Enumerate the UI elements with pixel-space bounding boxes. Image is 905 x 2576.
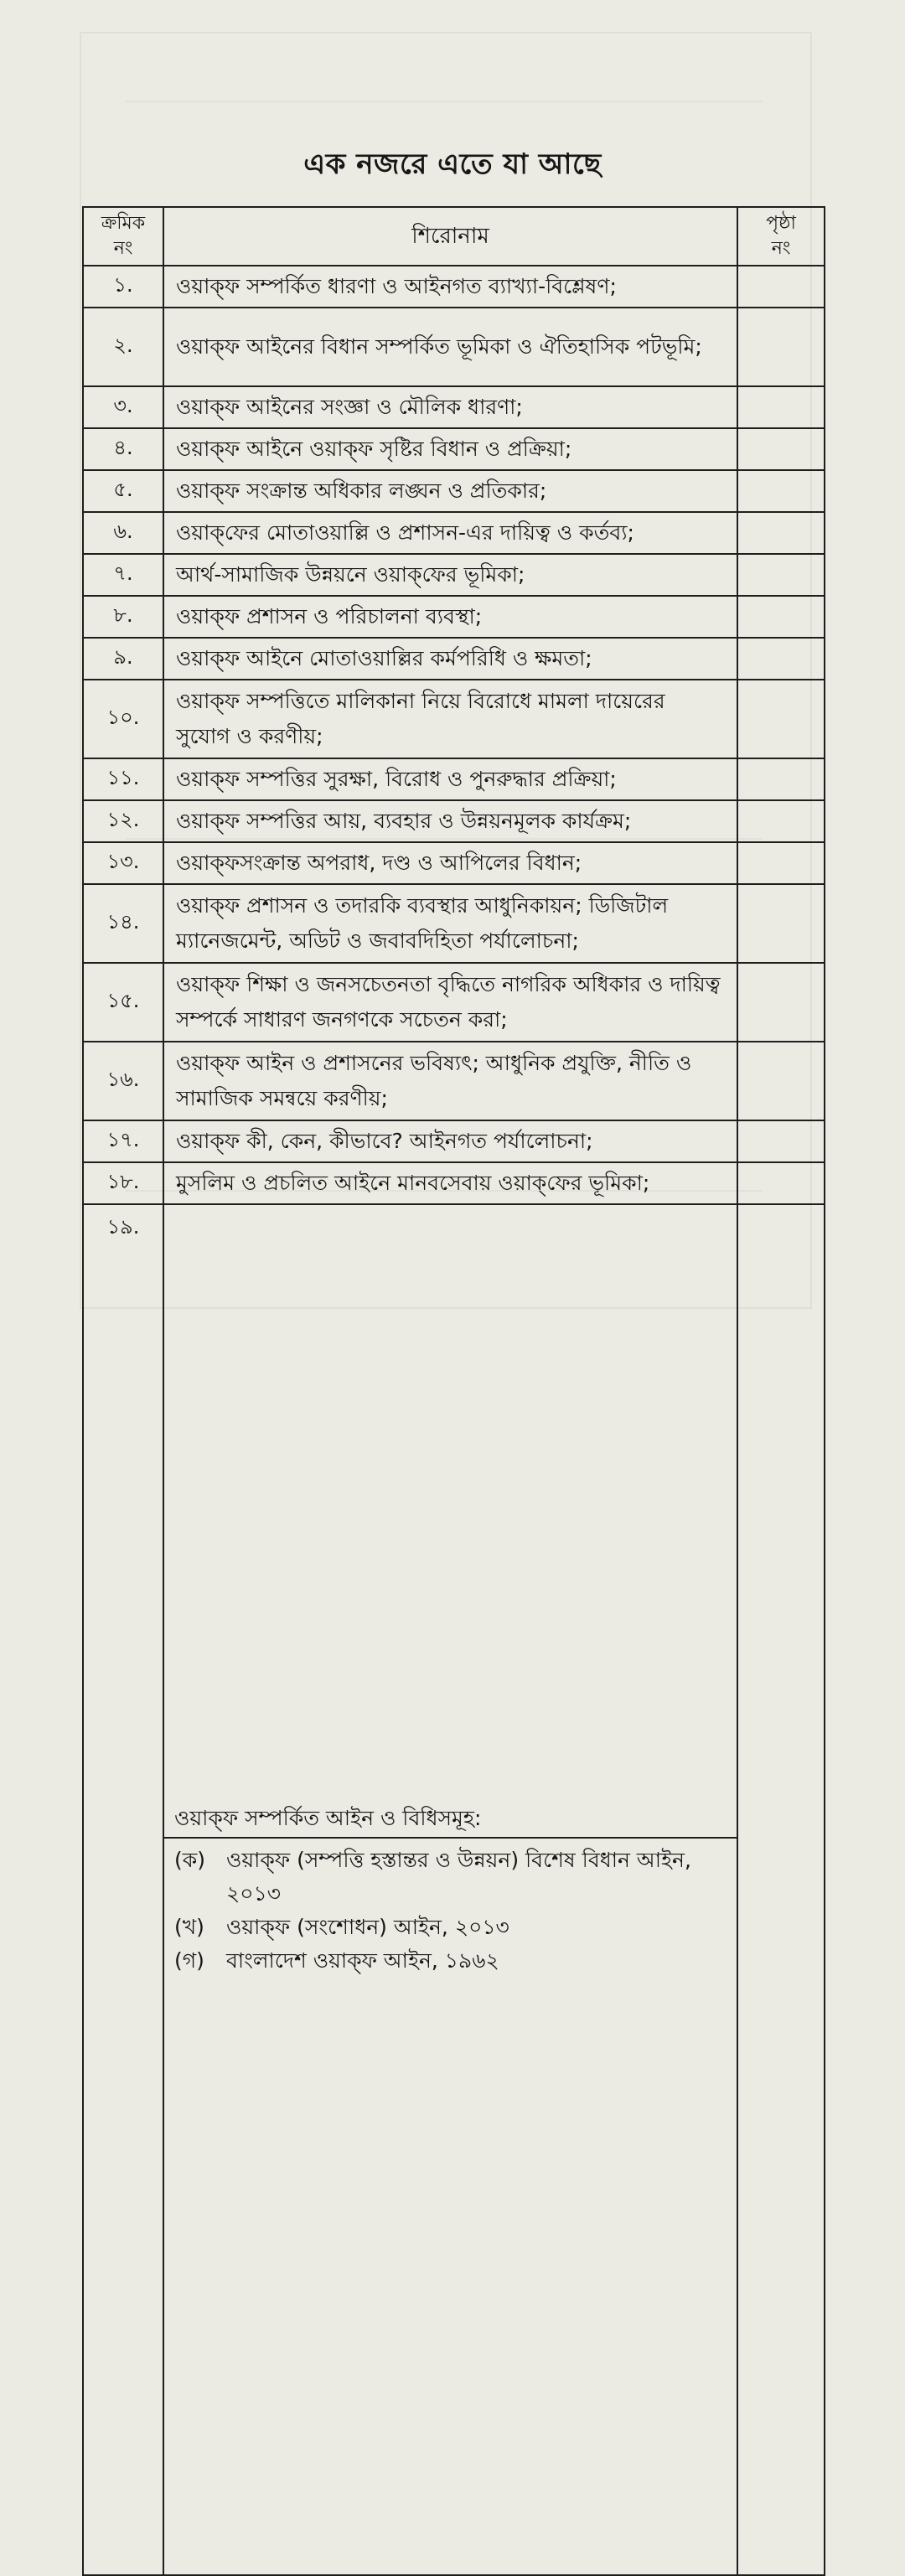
page-title: এক নজরে এতে যা আছে xyxy=(303,147,602,181)
table-row xyxy=(83,963,825,1042)
row-number: ১৭. xyxy=(83,1120,163,1162)
row-page xyxy=(737,386,825,428)
row-page xyxy=(737,884,825,963)
row-number: ৮. xyxy=(83,596,163,638)
law-item-text: ওয়াক্‌ফ (সংশোধন) আইন, ২০১৩ xyxy=(226,1915,509,1939)
row-title: ওয়াক্‌ফ আইনের বিধান সম্পর্কিত ভূমিকা ও ঐতিহাসিক পটভূমি; xyxy=(163,308,737,386)
law-item xyxy=(174,1911,727,1944)
table-row xyxy=(83,842,825,884)
table-header-row xyxy=(83,207,825,266)
table-row xyxy=(83,512,825,554)
row-page xyxy=(737,842,825,884)
row-title: ওয়াক্‌ফ কী, কেন, কীভাবে? আইনগত পর্যালোচনা; xyxy=(163,1120,737,1162)
table-row xyxy=(83,470,825,512)
law-item-text: বাংলাদেশ ওয়াক্‌ফ আইন, ১৯৬২ xyxy=(226,1948,499,1973)
row-page xyxy=(737,638,825,680)
row-number: ১. xyxy=(83,266,163,308)
row-page xyxy=(737,554,825,596)
row-number: ৯. xyxy=(83,638,163,680)
serial-header-line1: ক্রমিক xyxy=(101,213,146,234)
row-title: ওয়াক্‌ফ আইনের সংজ্ঞা ও মৌলিক ধারণা; xyxy=(163,386,737,428)
table-row xyxy=(83,1042,825,1120)
laws-heading: ওয়াক্‌ফ সম্পর্কিত আইন ও বিধিসমূহ: xyxy=(164,1802,737,1839)
row-number: ১৯. xyxy=(83,1204,163,2575)
table-row xyxy=(83,800,825,842)
row-title: ওয়াক্‌ফের মোতাওয়াল্লি ও প্রশাসন-এর দায়িত্ব ও কর্তব্য; xyxy=(163,512,737,554)
row-number: ১৪. xyxy=(83,884,163,963)
table-row xyxy=(83,428,825,470)
row-number: ২. xyxy=(83,308,163,386)
row-page xyxy=(737,308,825,386)
row-title: ওয়াক্‌ফ সংক্রান্ত অধিকার লঙ্ঘন ও প্রতিকার; xyxy=(163,470,737,512)
row-number: ১৫. xyxy=(83,963,163,1042)
table-row xyxy=(83,1120,825,1162)
row-number: ৪. xyxy=(83,428,163,470)
row-title: ওয়াক্‌ফ আইনে মোতাওয়াল্লির কর্মপরিধি ও ক্ষমতা; xyxy=(163,638,737,680)
table-row xyxy=(83,386,825,428)
law-item-text: ওয়াক্‌ফ (সম্পত্তি হস্তান্তর ও উন্নয়ন) বিশেষ বিধান আইন, ২০১৩ xyxy=(226,1848,691,1906)
row-title: ওয়াক্‌ফ সম্পত্তির আয়, ব্যবহার ও উন্নয়নমূলক কার্যক্রম; xyxy=(163,800,737,842)
row-page xyxy=(737,800,825,842)
row-page xyxy=(737,512,825,554)
row-title: ওয়াক্‌ফ আইন ও প্রশাসনের ভবিষ্যৎ; আধুনিক প্রযুক্তি, নীতি ও সামাজিক সমন্বয়ে করণীয়; xyxy=(163,1042,737,1120)
contents-table xyxy=(82,206,825,2576)
row-page xyxy=(737,680,825,758)
row-page xyxy=(737,1042,825,1120)
row-page xyxy=(737,1204,825,2575)
row-title: ওয়াক্‌ফ সম্পত্তির সুরক্ষা, বিরোধ ও পুনরুদ্ধার প্রক্রিয়া; xyxy=(163,758,737,800)
law-item-marker: (গ) xyxy=(174,1948,204,1973)
row-title: ওয়াক্‌ফ সম্পর্কিত ধারণা ও আইনগত ব্যাখ্যা-বিশ্লেষণ; xyxy=(163,266,737,308)
row-title: ওয়াক্‌ফ আইনে ওয়াক্‌ফ সৃষ্টির বিধান ও প্রক্রিয়া; xyxy=(163,428,737,470)
page-header-line1: পৃষ্ঠা xyxy=(766,213,796,234)
row-number: ৫. xyxy=(83,470,163,512)
table-row-laws xyxy=(83,1204,825,2575)
row-title: ওয়াক্‌ফসংক্রান্ত অপরাধ, দণ্ড ও আপিলের বিধান; xyxy=(163,842,737,884)
row-number: ১৩. xyxy=(83,842,163,884)
row-number: ১২. xyxy=(83,800,163,842)
page-header-line2: নং xyxy=(771,238,791,259)
row-title: আর্থ-সামাজিক উন্নয়নে ওয়াক্‌ফের ভূমিকা; xyxy=(163,554,737,596)
bleed-through-line xyxy=(126,101,763,102)
title-column-header: শিরোনাম xyxy=(163,207,737,266)
table-row xyxy=(83,596,825,638)
row-page xyxy=(737,758,825,800)
table-row xyxy=(83,638,825,680)
row-number: ৩. xyxy=(83,386,163,428)
table-row xyxy=(83,554,825,596)
table-row xyxy=(83,266,825,308)
row-page xyxy=(737,963,825,1042)
row-number: ১১. xyxy=(83,758,163,800)
table-row xyxy=(83,680,825,758)
serial-header-line2: নং xyxy=(113,238,133,259)
law-item xyxy=(174,1944,727,1978)
row-title-laws xyxy=(163,1204,737,2575)
law-item xyxy=(174,1844,727,1911)
table-row xyxy=(83,308,825,386)
page-column-header xyxy=(737,207,825,266)
row-title: ওয়াক্‌ফ সম্পত্তিতে মালিকানা নিয়ে বিরোধে মামলা দায়েরের সুযোগ ও করণীয়; xyxy=(163,680,737,758)
row-number: ৬. xyxy=(83,512,163,554)
row-title: ওয়াক্‌ফ প্রশাসন ও তদারকি ব্যবস্থার আধুনিকায়ন; ডিজিটাল ম্যানেজমেন্ট, অডিট ও জবাবদিহিতা পর্যালোচনা; xyxy=(163,884,737,963)
row-page xyxy=(737,1120,825,1162)
row-title: মুসলিম ও প্রচলিত আইনে মানবসেবায় ওয়াক্‌ফের ভূমিকা; xyxy=(163,1162,737,1204)
table-row xyxy=(83,1162,825,1204)
row-page xyxy=(737,596,825,638)
law-item-marker: (খ) xyxy=(174,1915,204,1939)
table-row xyxy=(83,884,825,963)
row-number: ১৮. xyxy=(83,1162,163,1204)
law-item-marker: (ক) xyxy=(174,1848,205,1872)
row-page xyxy=(737,266,825,308)
serial-column-header xyxy=(83,207,163,266)
table-row xyxy=(83,758,825,800)
row-page xyxy=(737,1162,825,1204)
row-number: ৭. xyxy=(83,554,163,596)
row-title: ওয়াক্‌ফ প্রশাসন ও পরিচালনা ব্যবস্থা; xyxy=(163,596,737,638)
row-page xyxy=(737,428,825,470)
row-number: ১০. xyxy=(83,680,163,758)
row-title: ওয়াক্‌ফ শিক্ষা ও জনসচেতনতা বৃদ্ধিতে নাগরিক অধিকার ও দায়িত্ব সম্পর্কে সাধারণ জনগণকে সচেতন করা; xyxy=(163,963,737,1042)
row-number: ১৬. xyxy=(83,1042,163,1120)
row-page xyxy=(737,470,825,512)
